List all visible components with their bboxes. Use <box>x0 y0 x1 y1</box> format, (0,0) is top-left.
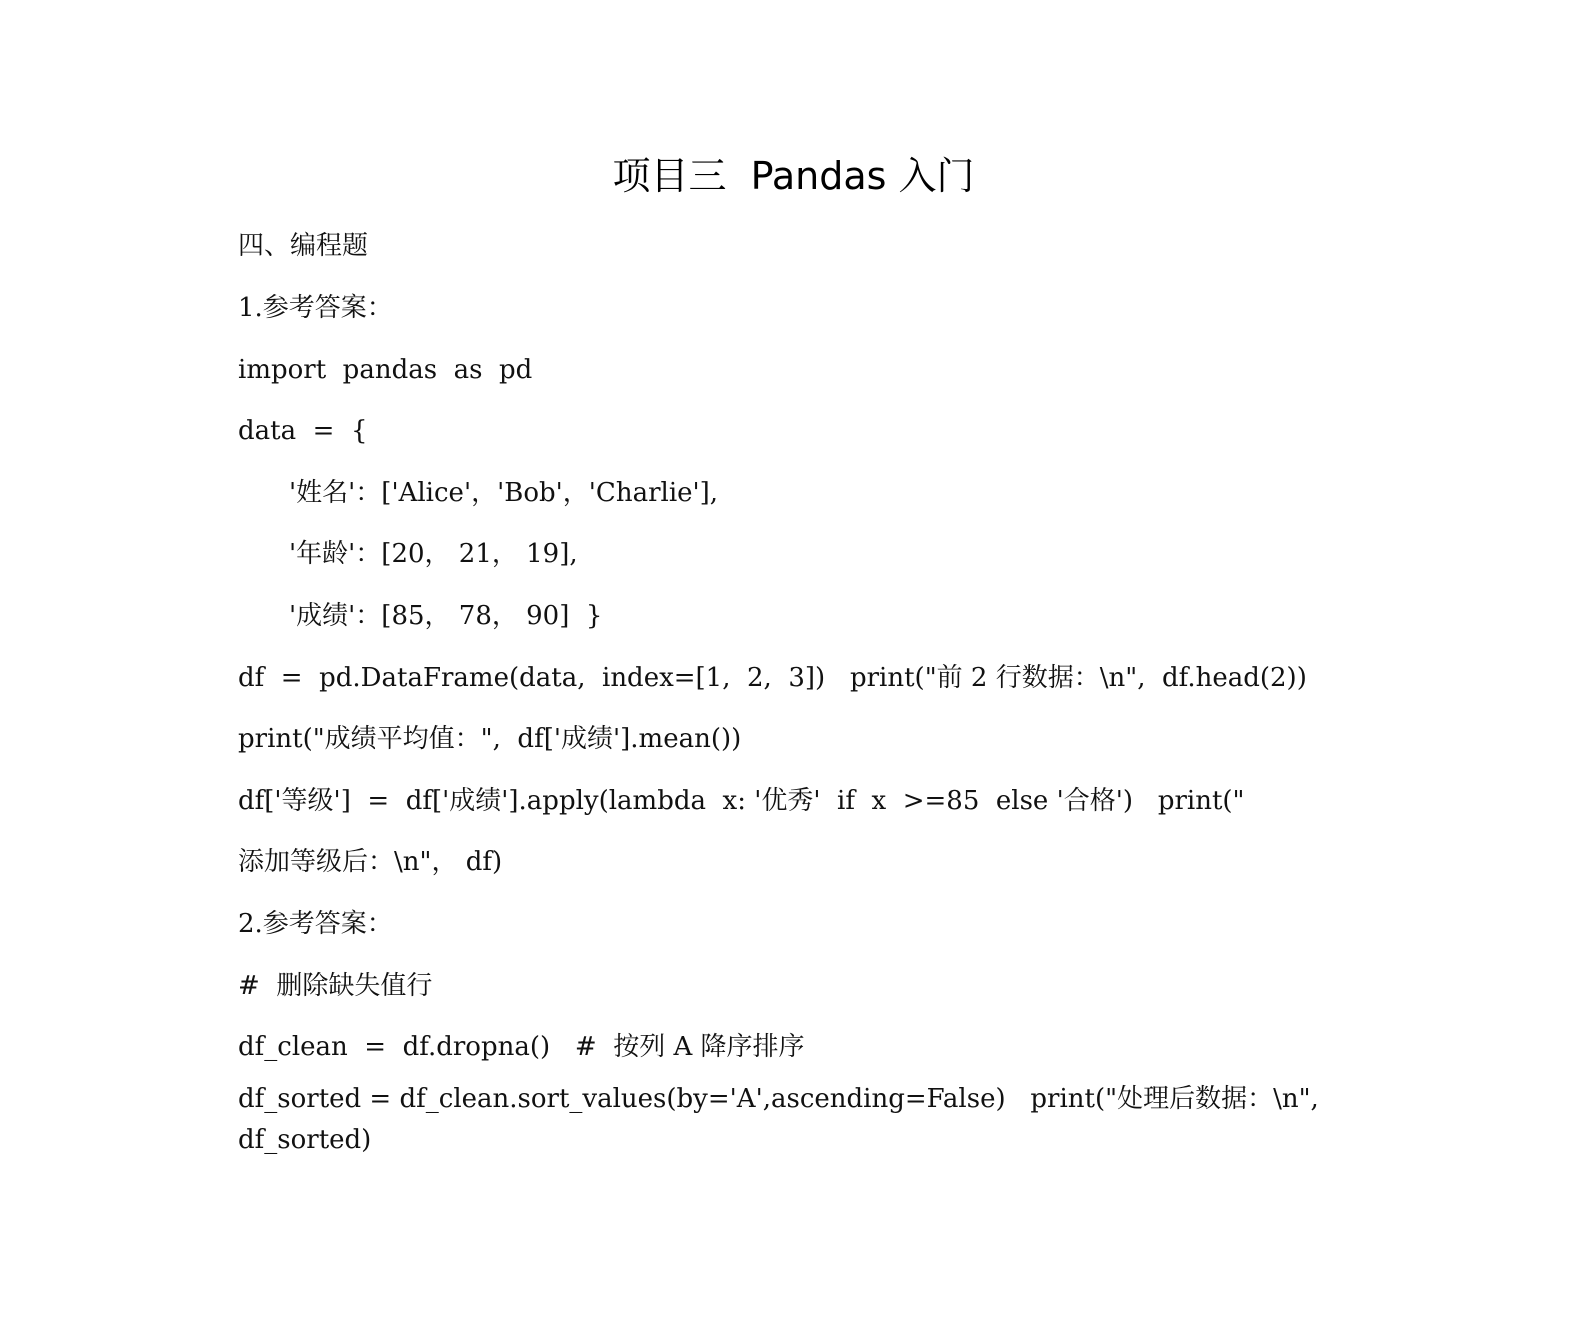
section-heading: 四、编程题 <box>238 231 369 261</box>
code-line: 添加等级后：\n"， df) <box>238 847 503 877</box>
code-line: '年龄'：[20， 21， 19], <box>289 539 578 569</box>
code-line: df = pd.DataFrame(data, index=[1, 2, 3]) print("前 2 行数据：\n", df.head(2)) <box>238 663 1307 693</box>
code-line: df['等级'] = df['成绩'].apply(lambda x: '优秀' if x >=85 else '合格') print(" <box>238 786 1245 816</box>
answer-1-label: 1.参考答案： <box>238 293 393 323</box>
code-line: print("成绩平均值：", df['成绩'].mean()) <box>238 724 742 754</box>
code-line: data = { <box>238 416 368 446</box>
code-line: '成绩'：[85， 78， 90] } <box>289 601 603 631</box>
code-line: '姓名'：['Alice'，'Bob'，'Charlie'], <box>289 478 719 508</box>
code-line: import pandas as pd <box>238 355 533 385</box>
document-title: 项目三 Pandas 入门 <box>612 154 975 198</box>
code-line: df_clean = df.dropna() # 按列 A 降序排序 <box>238 1032 805 1062</box>
code-line: df_sorted = df_clean.sort_values(by='A',ascending=False) print("处理后数据：\n", <box>238 1084 1319 1114</box>
answer-2-label: 2.参考答案： <box>238 909 393 939</box>
code-comment: # 删除缺失值行 <box>238 971 433 1001</box>
code-line: df_sorted) <box>238 1125 372 1155</box>
